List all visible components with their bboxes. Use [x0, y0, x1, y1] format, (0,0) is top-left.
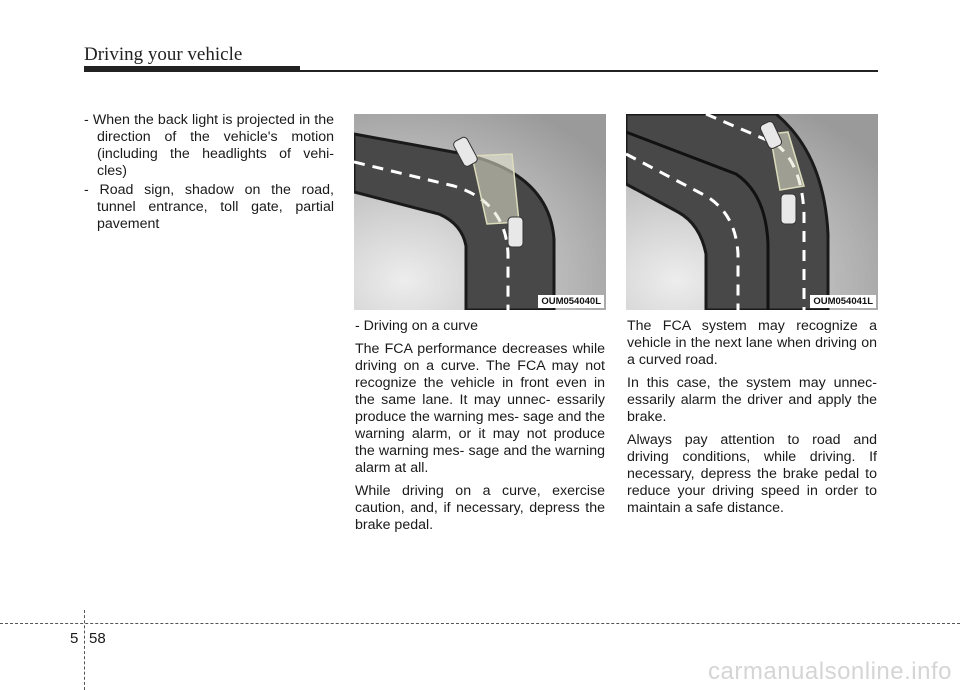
illustration-curve-same-lane — [354, 114, 606, 310]
watermark: carmanualsonline.info — [708, 658, 952, 685]
figure-curve-next-lane — [626, 114, 878, 310]
header-rule-thick — [84, 66, 300, 72]
paragraph-driving-on-curve-heading: - Driving on a curve — [355, 318, 479, 334]
page-number: 58 — [89, 630, 106, 647]
bullet-road-sign: - Road sign, shadow on the road, tunnel entrance, toll gate, partial pavement — [84, 182, 334, 232]
illustration-curve-next-lane — [626, 114, 878, 310]
paragraph-next-lane: The FCA system may recognize a vehicle in the next lane when driving on a curved road. — [627, 318, 877, 368]
footer-rule — [0, 623, 960, 624]
right-column — [627, 318, 877, 523]
figure-curve-same-lane — [354, 114, 606, 310]
bullet-back-light: - When the back light is projected in the direction of the vehicle's motion (including the headlights of vehi- cles) — [84, 112, 334, 179]
paragraph-exercise-caution: While driving on a curve, exercise caution, and, if necessary, depress the brake pedal. — [355, 483, 605, 533]
figure-code: OUM054041L — [810, 295, 876, 308]
paragraph-unnecessary-alarm: In this case, the system may unnec- essarily alarm the driver and apply the brake. — [627, 375, 877, 425]
paragraph-fca-performance: The FCA performance decreases while driving on a curve. The FCA may not recognize the vehicle in front even in the same lane. It may unnec- essarily produce the warning mes- sage and the warning alarm, or it may not produce the warning mes- sage and the warning alarm at all. — [355, 341, 606, 476]
header-title: Driving your vehicle — [84, 44, 243, 65]
paragraph-pay-attention: Always pay attention to road and driving conditions, while driving. If necessary, depress the brake pedal to reduce your driving speed in order to maintain a safe distance. — [627, 432, 877, 516]
figure-code: OUM054040L — [538, 295, 604, 308]
footer-divider — [84, 610, 85, 690]
middle-column — [355, 318, 605, 540]
left-column — [84, 112, 334, 235]
header-rule-thin — [300, 70, 878, 72]
section-number: 5 — [70, 630, 79, 647]
